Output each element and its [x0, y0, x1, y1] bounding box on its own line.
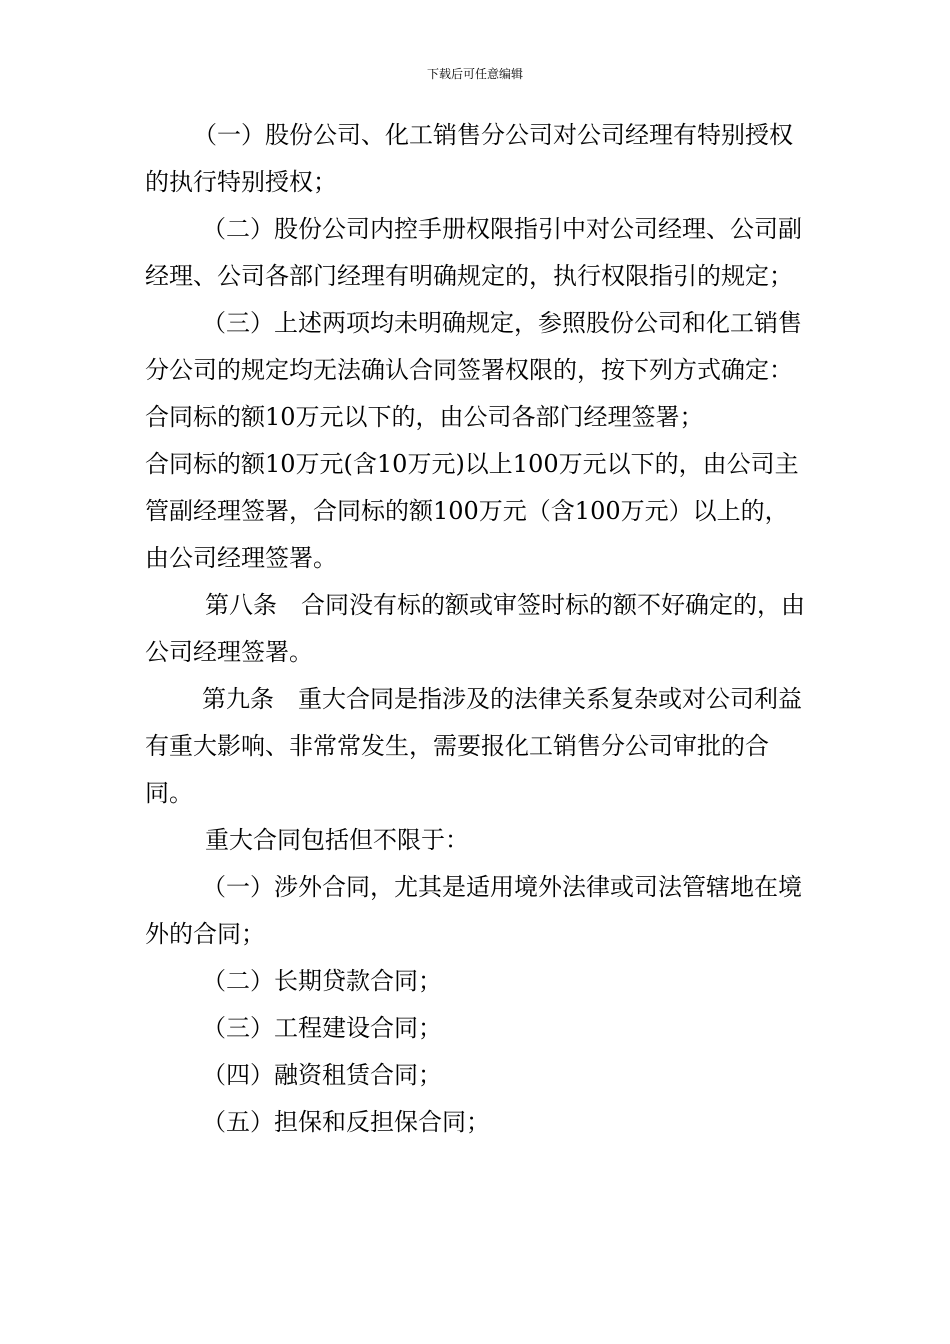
- paragraph-amount-thresholds: 合同标的额10万元(含10万元)以上100万元以下的，由公司主管副经理签署，合同标的额100万元（含100万元）以上的，由公司经理签署。: [145, 450, 799, 572]
- paragraph-article-8: 第八条 合同没有标的额或审签时标的额不好确定的，由公司经理签署。: [145, 591, 805, 666]
- document-body: [145, 112, 810, 1146]
- paragraph-article-9: 第九条 重大合同是指涉及的法律关系复杂或对公司利益有重大影响、非常常发生，需要报化工销售分公司审批的合同。: [145, 685, 802, 807]
- paragraph-authorization-3: （三）上述两项均未明确规定，参照股份公司和化工销售分公司的规定均无法确认合同签署权限的，按下列方式确定：合同标的额10万元以下的，由公司各部门经理签署；: [145, 309, 802, 431]
- paragraph-authorization-2: （二）股份公司内控手册权限指引中对公司经理、公司副经理、公司各部门经理有明确规定的，执行权限指引的规定；: [145, 215, 802, 290]
- list-item-long-term-loan: （二）长期贷款合同；: [202, 967, 442, 995]
- list-item-construction: （三）工程建设合同；: [202, 1014, 442, 1042]
- list-item-foreign-contracts: （一）涉外合同，尤其是适用境外法律或司法管辖地在境外的合同；: [145, 873, 802, 948]
- paragraph-major-contracts-intro: 重大合同包括但不限于：: [205, 826, 469, 854]
- paragraph-authorization-1: （一）股份公司、化工销售分公司对公司经理有特别授权的执行特别授权；: [145, 121, 793, 196]
- page-header: 下载后可任意编辑: [426, 67, 523, 81]
- list-item-finance-lease: （四）融资租赁合同；: [202, 1061, 442, 1089]
- list-item-guarantee: （五）担保和反担保合同；: [202, 1108, 490, 1136]
